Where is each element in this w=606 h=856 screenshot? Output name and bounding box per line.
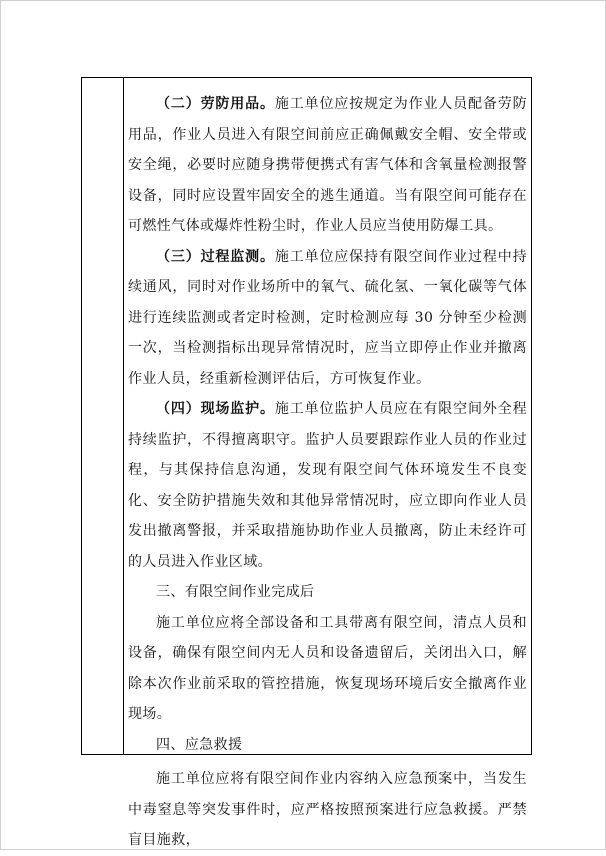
- heading-emergency: 四、应急救援: [156, 736, 243, 753]
- paragraph-monitoring-lead: （三）过程监测。: [156, 248, 275, 265]
- table-content-cell: [125, 78, 531, 848]
- paragraph-monitoring: [128, 242, 527, 395]
- paragraph-emergency: 施工单位应将有限空间作业内容纳入应急预案中，当发生中毒窒息等突发事件时，应严格按照预案进行应急救援。严禁盲目施救，: [128, 771, 527, 848]
- paragraph-completion: 施工单位应将全部设备和工具带离有限空间，清点人员和设备，确保有限空间内无人员和设备遗留后，关闭出入口，解除本次作业前采取的管控措施，恢复现场环境后安全撤离作业现场。: [128, 614, 527, 722]
- content-table: [81, 77, 532, 848]
- paragraph-ppe-body: 施工单位应按规定为作业人员配备劳防用品，作业人员进入有限空间前应正确佩戴安全帽、安全带或安全绳，必要时应随身携带便携式有害气体和含氧量检测报警设备，同时应设置牢固安全的逃生通道。当有限空间可能存在可燃性气体或爆炸性粉尘时，作业人员应当使用防爆工具。: [128, 96, 527, 234]
- paragraph-supervision-lead: （四）现场监护。: [156, 401, 275, 417]
- paragraph-ppe-lead: （二）劳防用品。: [156, 96, 275, 112]
- paragraph-supervision: [128, 394, 527, 577]
- table-column-divider: [123, 78, 124, 754]
- heading-completion: 三、有限空间作业完成后: [156, 584, 315, 600]
- paragraph-monitoring-body: 施工单位应保持有限空间作业过程中持续通风，同时对作业场所中的氧气、硫化氢、一氧化碳等气体进行连续监测或者定时检测，定时检测应每 30 分钟至少检测一次，当检测指标出现异常情况时，应当立即停止作业并撤离作业人员，经重新检测评估后，方可恢复作业。: [128, 248, 527, 387]
- paragraph-supervision-body: 施工单位监护人员应在有限空间外全程持续监护，不得擅离职守。监护人员要跟踪作业人员的作业过程，与其保持信息沟通，发现有限空间气体环境发生不良变化、安全防护措施失效和其他异常情况时，应立即向作业人员发出撤离警报，并采取措施协助作业人员撤离，防止未经许可的人员进入作业区域。: [128, 401, 527, 570]
- paragraph-ppe: [128, 89, 527, 242]
